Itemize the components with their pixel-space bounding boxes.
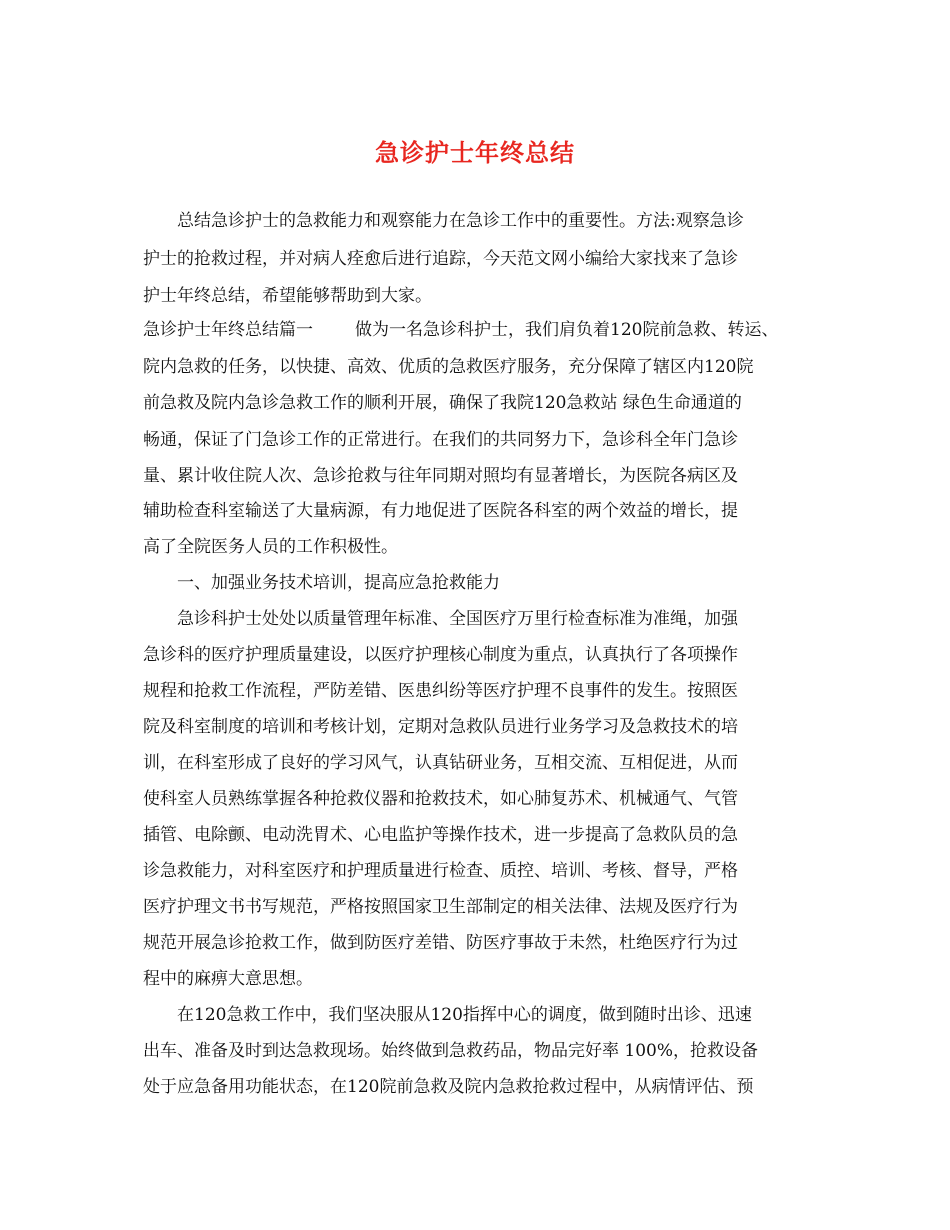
paragraph-line: 畅通，保证了门急诊工作的正常进行。在我们的共同努力下，急诊科全年门急诊	[143, 430, 738, 450]
paragraph-line: 处于应急备用功能状态，在120院前急救及院内急救抢救过程中，从病情评估、预	[143, 1077, 754, 1097]
paragraph-line: 诊急救能力，对科室医疗和护理质量进行检查、质控、培训、考核、督导，严格	[143, 861, 738, 881]
paragraph-line: 规程和抢救工作流程，严防差错、医患纠纷等医疗护理不良事件的发生。按照医	[143, 681, 738, 701]
paragraph-line: 院内急救的任务，以快捷、高效、优质的急救医疗服务，充分保障了辖区内120院	[143, 357, 754, 377]
paragraph-line: 插管、电除颤、电动洗胃术、心电监护等操作技术，进一步提高了急救队员的急	[143, 825, 738, 845]
document-title: 急诊护士年终总结	[375, 139, 575, 167]
intro-line: 护士年终总结，希望能够帮助到大家。	[143, 286, 432, 306]
intro-line: 护士的抢救过程，并对病人痊愈后进行追踪，今天范文网小编给大家找来了急诊	[143, 249, 738, 269]
section-heading: 一、加强业务技术培训，提高应急抢救能力	[177, 573, 500, 593]
paragraph-line: 辅助检查科室输送了大量病源，有力地促进了医院各科室的两个效益的增长，提	[143, 501, 738, 521]
chapter-line	[143, 320, 823, 340]
paragraph-line: 院及科室制度的培训和考核计划，定期对急救队员进行业务学习及急救技术的培	[143, 717, 738, 737]
paragraph-line: 训，在科室形成了良好的学习风气，认真钻研业务，互相交流、互相促进，从而	[143, 753, 738, 773]
paragraph-line: 出车、准备及时到达急救现场。始终做到急救药品，物品完好率 100%，抢救设备	[143, 1041, 759, 1061]
paragraph-line: 量、累计收住院人次、急诊抢救与往年同期对照均有显著增长，为医院各病区及	[143, 466, 738, 486]
paragraph-line: 高了全院医务人员的工作积极性。	[143, 537, 398, 557]
paragraph-line: 使科室人员熟练掌握各种抢救仪器和抢救技术，如心肺复苏术、机械通气、气管	[143, 789, 738, 809]
paragraph-line: 程中的麻痹大意思想。	[143, 969, 313, 989]
paragraph-line: 急诊科护士处处以质量管理年标准、全国医疗万里行检查标准为准绳，加强	[177, 609, 738, 629]
paragraph-line: 医疗护理文书书写规范，严格按照国家卫生部制定的相关法律、法规及医疗行为	[143, 897, 738, 917]
paragraph-line: 前急救及院内急诊急救工作的顺利开展，确保了我院120急救站 绿色生命通道的	[143, 393, 742, 413]
chapter-label: 急诊护士年终总结篇一	[143, 320, 313, 340]
intro-line: 总结急诊护士的急救能力和观察能力在急诊工作中的重要性。方法:观察急诊	[177, 211, 744, 231]
paragraph-line: 急诊科的医疗护理质量建设，以医疗护理核心制度为重点，认真执行了各项操作	[143, 645, 738, 665]
paragraph-line: 在120急救工作中，我们坚决服从120指挥中心的调度，做到随时出诊、迅速	[177, 1005, 752, 1025]
paragraph-line: 规范开展急诊抢救工作，做到防医疗差错、防医疗事故于未然，杜绝医疗行为过	[143, 933, 738, 953]
chapter-first-line: 做为一名急诊科护士，我们肩负着120院前急救、转运、	[355, 320, 779, 340]
